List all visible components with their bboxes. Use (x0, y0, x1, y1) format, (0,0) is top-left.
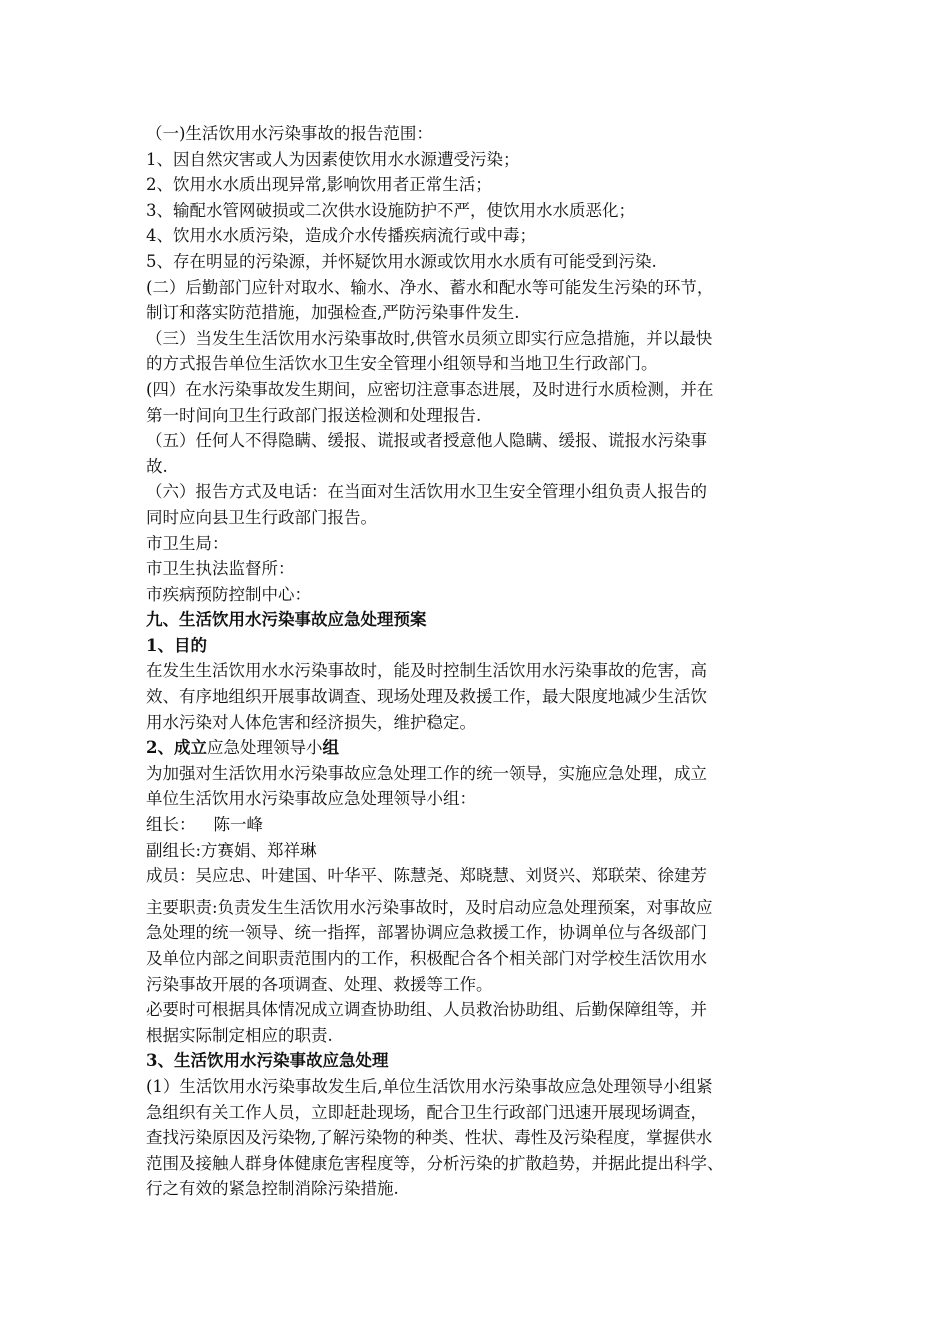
text-line: 5、存在明显的污染源，并怀疑饮用水源或饮用水水质有可能受到污染. (146, 251, 657, 271)
text-line: 市卫生执法监督所： (146, 559, 295, 579)
section-3-line: 急组织有关工作人员，立即赶赴现场，配合卫生行政部门迅速开展现场调查， (146, 1102, 707, 1122)
section-3-line: (1）生活饮用水污染事故发生后,单位生活饮用水污染事故应急处理领导小组紧 (146, 1076, 713, 1096)
text-line: 故. (146, 456, 168, 476)
text-line: 市疾病预防控制中心： (146, 584, 311, 604)
section-2-heading-end: 组 (322, 738, 339, 758)
section-heading: 九、生活饮用水污染事故应急处理预案 (146, 610, 427, 630)
text-line: 用水污染对人体危害和经济损失，维护稳定。 (146, 712, 476, 732)
duties-line: 必要时可根据具体情况成立调查协助组、人员救治协助组、后勤保障组等，并 (146, 1000, 707, 1020)
text-line: 同时应向县卫生行政部门报告。 (146, 507, 377, 527)
duties-line: 根据实际制定相应的职责. (146, 1025, 333, 1045)
text-line: 制订和落实防范措施，加强检查,严防污染事件发生. (146, 303, 520, 323)
section-2-heading (146, 735, 806, 761)
section-3-line: 范围及接触人群身体健康危害程度等，分析污染的扩散趋势，并据此提出科学、 (146, 1153, 724, 1173)
section-reporting (146, 121, 806, 735)
text-line: 第一时间向卫生行政部门报送检测和处理报告. (146, 405, 482, 425)
duties-line: 污染事故开展的各项调查、处理、救援等工作。 (146, 974, 493, 994)
duties-line: 急处理的统一领导、统一指挥，部署协调应急救援工作，协调单位与各级部门 (146, 923, 707, 943)
duties-line: 及单位内部之间职责范围内的工作，积极配合各个相关部门对学校生活饮用水 (146, 949, 707, 968)
text-line: 3、输配水管网破损或二次供水设施防护不严，使饮用水水质恶化； (146, 200, 635, 220)
text-line: (二）后勤部门应针对取水、输水、净水、蓄水和配水等可能发生污染的环节， (146, 277, 714, 297)
section-3-heading: 3、生活饮用水污染事故应急处理 (146, 1051, 389, 1071)
text-line: 市卫生局： (146, 533, 229, 553)
text-line: 效、有序地组织开展事故调查、现场处理及救援工作，最大限度地减少生活饮 (146, 687, 707, 707)
text-line: （一)生活饮用水污染事故的报告范围： (146, 124, 433, 143)
text-line: （三）当发生生活饮用水污染事故时,供管水员须立即实行应急措施，并以最快 (146, 328, 713, 348)
document-page (146, 121, 806, 1202)
vice-leader-line: 副组长:方赛娟、郑祥琳 (146, 840, 317, 860)
section-2-intro-line: 单位生活饮用水污染事故应急处理领导小组： (146, 789, 476, 809)
text-line: 4、饮用水水质污染，造成介水传播疾病流行或中毒； (146, 226, 536, 246)
section-heading: 1、目的 (146, 635, 207, 655)
leader-line (146, 812, 806, 838)
text-line: 在发生生活饮用水水污染事故时，能及时控制生活饮用水污染事故的危害，高 (146, 661, 707, 681)
leader-label: 组长： (146, 815, 196, 835)
section-2-heading-rest: 应急处理领导小 (206, 738, 323, 758)
text-line: （五）任何人不得隐瞒、缓报、谎报或者授意他人隐瞒、缓报、谎报水污染事 (146, 431, 707, 451)
text-line: 2、饮用水水质出现异常,影响饮用者正常生活； (146, 175, 492, 195)
text-line: 的方式报告单位生活饮水卫生安全管理小组领导和当地卫生行政部门。 (146, 354, 658, 374)
leader-name: 陈一峰 (213, 815, 263, 835)
text-line: 1、因自然灾害或人为因素使饮用水水源遭受污染； (146, 149, 520, 169)
members-line: 成员：吴应忠、叶建国、叶华平、陈慧尧、郑晓慧、刘贤兴、郑联荣、徐建芳 (146, 866, 707, 886)
duties-line: 主要职责:负责发生生活饮用水污染事故时，及时启动应急处理预案，对事故应 (146, 897, 713, 917)
section-2-heading-bold: 2、成立 (146, 738, 207, 758)
section-2-intro-line: 为加强对生活饮用水污染事故应急处理工作的统一领导，实施应急处理，成立 (146, 763, 707, 783)
text-line: (四）在水污染事故发生期间，应密切注意事态进展，及时进行水质检测，并在 (146, 379, 714, 399)
section-3-line: 查找污染原因及污染物,了解污染物的种类、性状、毒性及污染程度，掌握供水 (146, 1128, 713, 1148)
section-3-line: 行之有效的紧急控制消除污染措施. (146, 1179, 399, 1199)
text-line: （六）报告方式及电话：在当面对生活饮用水卫生安全管理小组负责人报告的 (146, 482, 707, 502)
